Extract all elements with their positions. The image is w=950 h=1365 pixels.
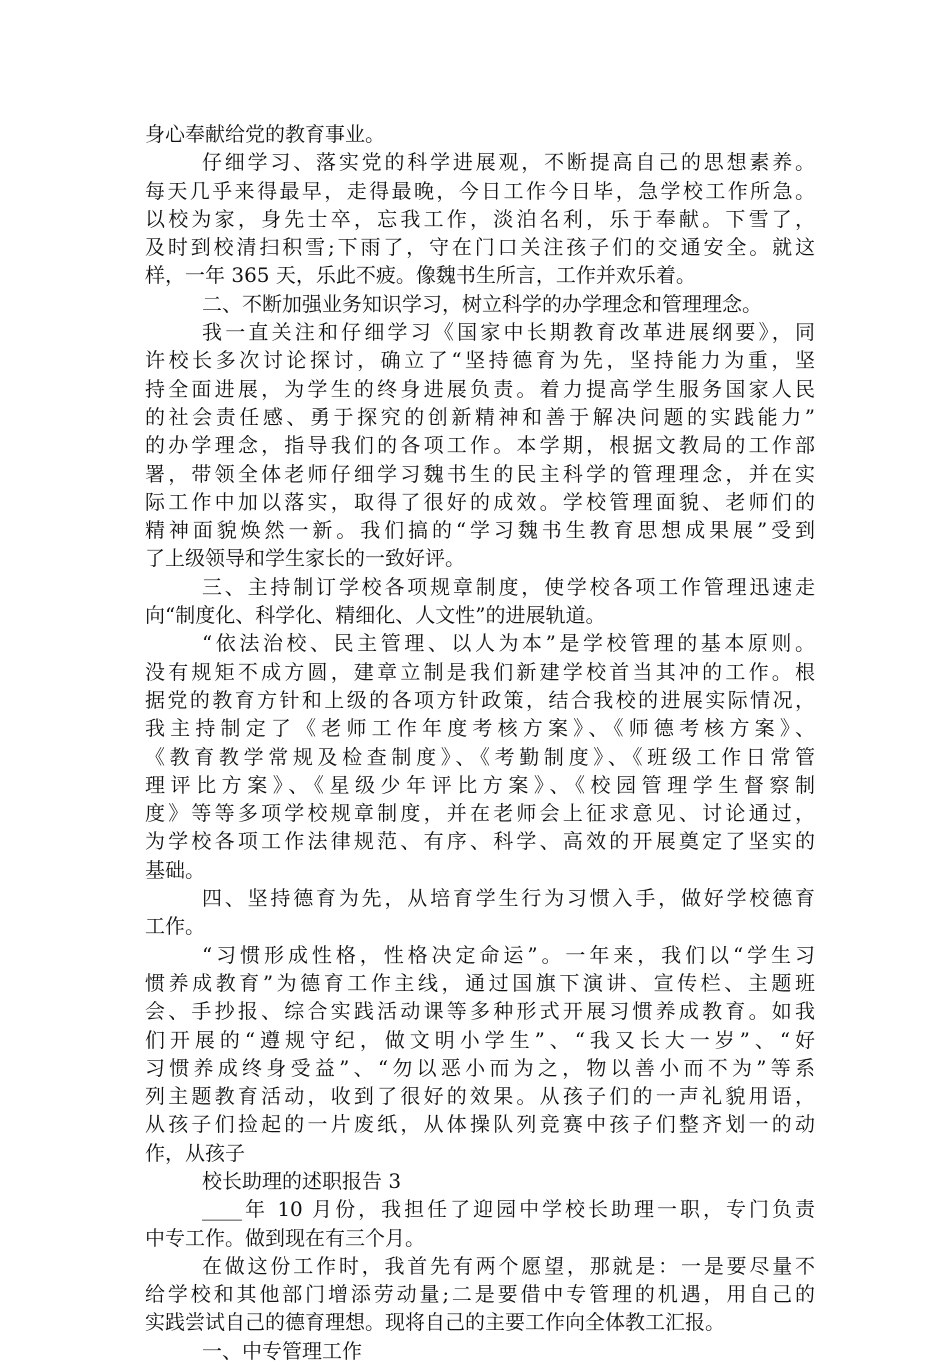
text-line: 习惯养成终身受益”、“勿以恶小而为之，物以善小而不为”等系	[145, 1055, 815, 1080]
paragraph-start: ____年 10 月份，我担任了迎园中学校长助理一职，专门负责	[202, 1197, 815, 1222]
text-line: 基础。	[145, 857, 205, 882]
text-line: 及时到校清扫积雪;下雨了，守在门口关注孩子们的交通安全。就这	[145, 235, 815, 260]
text-line: 从孩子们捡起的一片废纸，从体操队列竞赛中孩子们整齐划一的动	[145, 1112, 815, 1137]
text-line: 作，从孩子	[145, 1140, 245, 1165]
report-title: 校长助理的述职报告 3	[202, 1168, 402, 1193]
document-body	[145, 120, 815, 1365]
text-line: 度》等等多项学校规章制度，并在老师会上征求意见、讨论通过，	[145, 801, 815, 826]
section-heading: 四、坚持德育为先，从培育学生行为习惯入手，做好学校德育	[202, 886, 815, 911]
text-line: 《教育教学常规及检查制度》、《考勤制度》、《班级工作日常管	[145, 744, 815, 769]
text-line: 工作。	[145, 914, 205, 939]
paragraph-start: “依法治校、民主管理、以人为本”是学校管理的基本原则。	[202, 631, 815, 656]
text-line: 样，一年 365 天，乐此不疲。像魏书生所言，工作并欢乐着。	[145, 263, 696, 288]
text-line: 署，带领全体老师仔细学习魏书生的民主科学的管理理念，并在实	[145, 461, 815, 486]
text-line: 列主题教育活动，收到了很好的效果。从孩子们的一声礼貌用语，	[145, 1084, 815, 1109]
text-line: 身心奉献给党的教育事业。	[145, 122, 385, 146]
text-line: 给学校和其他部门增添劳动量;二是要借中专管理的机遇，用自己的	[145, 1282, 815, 1307]
section-heading: 二、不断加强业务知识学习，树立科学的办学理念和管理理念。	[202, 291, 762, 316]
text-line: 每天几乎来得最早，走得最晚，今日工作今日毕，急学校工作所急。	[145, 178, 815, 203]
text-line: 理评比方案》、《星级少年评比方案》、《校园管理学生督察制	[145, 772, 815, 797]
text-line: 向“制度化、科学化、精细化、人文性”的进展轨道。	[145, 603, 606, 628]
paragraph-start: 我一直关注和仔细学习《国家中长期教育改革进展纲要》，同	[202, 320, 815, 345]
text-line: 惯养成教育”为德育工作主线，通过国旗下演讲、宣传栏、主题班	[145, 970, 815, 995]
text-line: 际工作中加以落实，取得了很好的成效。学校管理面貌、老师们的	[145, 489, 815, 514]
text-line: 以校为家，身先士卒，忘我工作，淡泊名利，乐于奉献。下雪了，	[145, 206, 815, 231]
text-line: 精神面貌焕然一新。我们搞的“学习魏书生教育思想成果展”受到	[145, 518, 815, 543]
text-line: 们开展的“遵规守纪，做文明小学生”、“我又长大一岁”、“好	[145, 1027, 815, 1052]
text-line: 为学校各项工作法律规范、有序、科学、高效的开展奠定了坚实的	[145, 829, 815, 854]
text-line: 会、手抄报、综合实践活动课等多种形式开展习惯养成教育。如我	[145, 999, 815, 1024]
text-line: 了上级领导和学生家长的一致好评。	[145, 546, 465, 571]
text-line: 据党的教育方针和上级的各项方针政策，结合我校的进展实际情况，	[145, 687, 815, 712]
text-line: 我主持制定了《老师工作年度考核方案》、《师德考核方案》、	[145, 716, 815, 741]
text-line: 中专工作。做到现在有三个月。	[145, 1225, 425, 1250]
section-heading: 一、中专管理工作	[202, 1338, 362, 1363]
text-line: 持全面进展，为学生的终身进展负责。着力提高学生服务国家人民	[145, 376, 815, 401]
text-line: 没有规矩不成方圆，建章立制是我们新建学校首当其冲的工作。根	[145, 659, 815, 684]
paragraph-start: 在做这份工作时，我首先有两个愿望，那就是：一是要尽量不	[202, 1253, 815, 1278]
text-line: 的社会责任感、勇于探究的创新精神和善于解决问题的实践能力”	[145, 404, 815, 429]
paragraph-start: “习惯形成性格，性格决定命运”。一年来，我们以“学生习	[202, 942, 815, 967]
text-line: 的办学理念，指导我们的各项工作。本学期，根据文教局的工作部	[145, 433, 815, 458]
text-line: 实践尝试自己的德育理想。现将自己的主要工作向全体教工汇报。	[145, 1310, 725, 1335]
paragraph-start: 仔细学习、落实党的科学进展观，不断提高自己的思想素养。	[202, 150, 815, 175]
section-heading: 三、主持制订学校各项规章制度，使学校各项工作管理迅速走	[202, 574, 815, 599]
text-line: 许校长多次讨论探讨，确立了“坚持德育为先，坚持能力为重，坚	[145, 348, 815, 373]
